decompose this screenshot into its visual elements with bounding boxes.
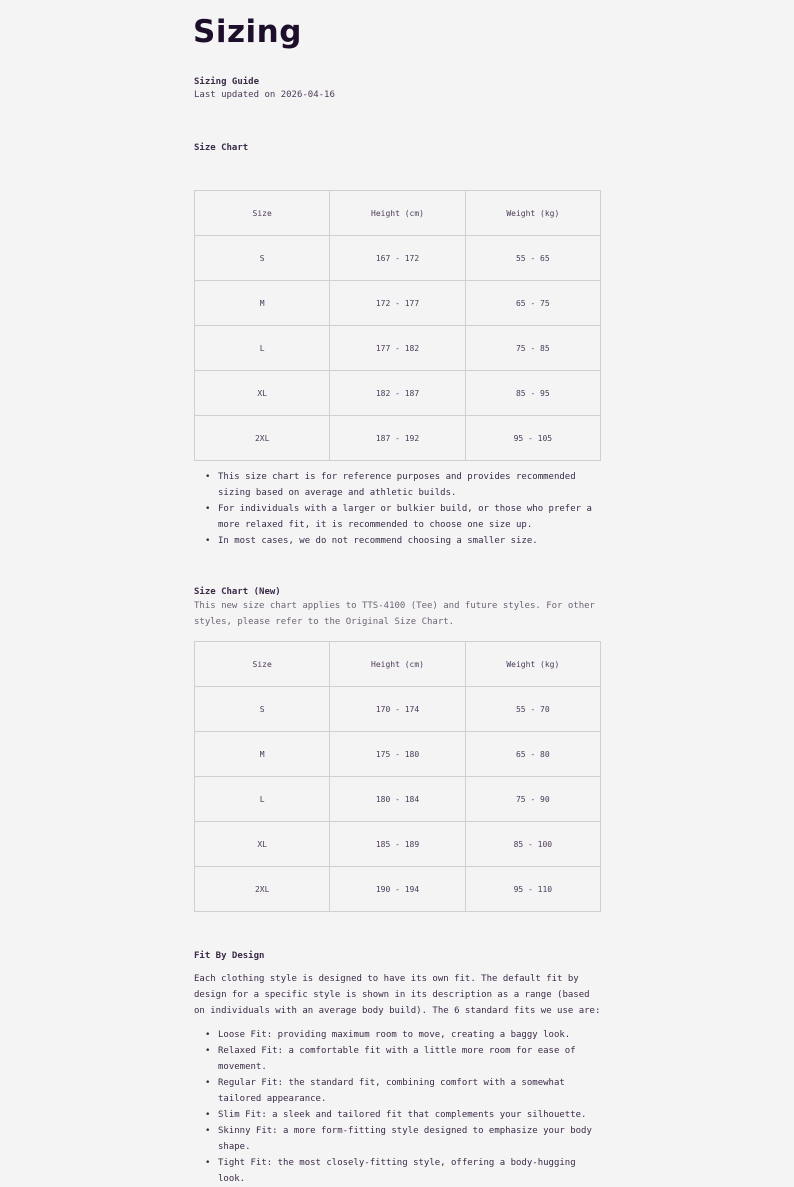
table-row bbox=[195, 867, 601, 912]
table-row bbox=[195, 281, 601, 326]
height-cell: 190 - 194 bbox=[330, 867, 465, 912]
size-chart-heading-wrap bbox=[194, 143, 601, 153]
bullet-icon: • bbox=[205, 1030, 211, 1040]
list-item: • Regular Fit: the standard fit, combining comfort with a somewhat tailored appearance. bbox=[194, 1075, 601, 1107]
table-row bbox=[195, 371, 601, 416]
size-cell: M bbox=[195, 732, 330, 777]
fit-by-design-section bbox=[194, 951, 601, 1187]
size-cell: L bbox=[195, 326, 330, 371]
table-header-cell: Weight (kg) bbox=[465, 642, 600, 687]
table-row bbox=[195, 732, 601, 777]
sizing-guide-section bbox=[194, 77, 601, 100]
height-cell: 185 - 189 bbox=[330, 822, 465, 867]
size-cell: 2XL bbox=[195, 416, 330, 461]
weight-cell: 65 - 75 bbox=[465, 281, 600, 326]
weight-cell: 65 - 80 bbox=[465, 732, 600, 777]
bullet-icon: • bbox=[205, 1126, 211, 1136]
size-chart-new-table bbox=[194, 641, 601, 912]
list-item: • Relaxed Fit: a comfortable fit with a little more room for ease of movement. bbox=[194, 1043, 601, 1075]
fit-list bbox=[194, 1027, 601, 1187]
height-cell: 177 - 182 bbox=[330, 326, 465, 371]
last-updated-text: Last updated on 2026-04-16 bbox=[194, 90, 335, 100]
size-cell: S bbox=[195, 236, 330, 281]
table-row bbox=[195, 326, 601, 371]
table-header-row bbox=[195, 191, 601, 236]
size-cell: S bbox=[195, 687, 330, 732]
bullet-icon: • bbox=[205, 1078, 211, 1088]
bullet-icon: • bbox=[205, 536, 211, 546]
size-chart-section bbox=[194, 190, 601, 549]
bullet-icon: • bbox=[205, 1046, 211, 1056]
table-row bbox=[195, 416, 601, 461]
size-cell: L bbox=[195, 777, 330, 822]
table-header-cell: Height (cm) bbox=[330, 191, 465, 236]
size-chart-new-section bbox=[194, 587, 601, 630]
weight-cell: 95 - 110 bbox=[465, 867, 600, 912]
table-header-cell: Size bbox=[195, 642, 330, 687]
weight-cell: 85 - 100 bbox=[465, 822, 600, 867]
size-cell: 2XL bbox=[195, 867, 330, 912]
table-row bbox=[195, 822, 601, 867]
weight-cell: 95 - 105 bbox=[465, 416, 600, 461]
sizing-guide-heading: Sizing Guide bbox=[194, 77, 260, 87]
table-row bbox=[195, 777, 601, 822]
height-cell: 167 - 172 bbox=[330, 236, 465, 281]
height-cell: 175 - 180 bbox=[330, 732, 465, 777]
bullet-icon: • bbox=[205, 472, 211, 482]
height-cell: 187 - 192 bbox=[330, 416, 465, 461]
fit-by-design-intro: Each clothing style is designed to have its own fit. The default fit by design for a specific style is shown in its description as a range (based on individuals with an average body build). The 6 standard fits we use are: bbox=[194, 974, 601, 1016]
height-cell: 172 - 177 bbox=[330, 281, 465, 326]
weight-cell: 75 - 85 bbox=[465, 326, 600, 371]
page-title: Sizing bbox=[193, 14, 302, 50]
weight-cell: 75 - 90 bbox=[465, 777, 600, 822]
size-chart-notes bbox=[194, 469, 601, 549]
height-cell: 180 - 184 bbox=[330, 777, 465, 822]
list-item: • Skinny Fit: a more form-fitting style designed to emphasize your body shape. bbox=[194, 1123, 601, 1155]
fit-by-design-heading: Fit By Design bbox=[194, 951, 265, 961]
size-chart-new-table-wrap bbox=[194, 641, 601, 912]
list-item: • Loose Fit: providing maximum room to move, creating a baggy look. bbox=[194, 1027, 601, 1043]
table-header-row bbox=[195, 642, 601, 687]
height-cell: 182 - 187 bbox=[330, 371, 465, 416]
weight-cell: 55 - 70 bbox=[465, 687, 600, 732]
size-cell: M bbox=[195, 281, 330, 326]
weight-cell: 85 - 95 bbox=[465, 371, 600, 416]
list-item: • Tight Fit: the most closely-fitting style, offering a body-hugging look. bbox=[194, 1155, 601, 1187]
size-chart-heading: Size Chart bbox=[194, 143, 249, 153]
bullet-icon: • bbox=[205, 504, 211, 514]
size-chart-table bbox=[194, 190, 601, 461]
size-cell: XL bbox=[195, 822, 330, 867]
table-row bbox=[195, 687, 601, 732]
table-row bbox=[195, 236, 601, 281]
list-item: • Slim Fit: a sleek and tailored fit that complements your silhouette. bbox=[194, 1107, 601, 1123]
table-header-cell: Height (cm) bbox=[330, 642, 465, 687]
size-chart-new-description: This new size chart applies to TTS-4100 (Tee) and future styles. For other styles, please refer to the Original Size Chart. bbox=[194, 601, 595, 627]
size-chart-new-heading: Size Chart (New) bbox=[194, 587, 281, 597]
height-cell: 170 - 174 bbox=[330, 687, 465, 732]
list-item: • For individuals with a larger or bulkier build, or those who prefer a more relaxed fit, it is recommended to choose one size up. bbox=[194, 501, 601, 533]
weight-cell: 55 - 65 bbox=[465, 236, 600, 281]
list-item: • In most cases, we do not recommend choosing a smaller size. bbox=[194, 533, 601, 549]
table-header-cell: Weight (kg) bbox=[465, 191, 600, 236]
bullet-icon: • bbox=[205, 1158, 211, 1168]
list-item: • This size chart is for reference purposes and provides recommended sizing based on average and athletic builds. bbox=[194, 469, 601, 501]
size-cell: XL bbox=[195, 371, 330, 416]
bullet-icon: • bbox=[205, 1110, 211, 1120]
table-header-cell: Size bbox=[195, 191, 330, 236]
